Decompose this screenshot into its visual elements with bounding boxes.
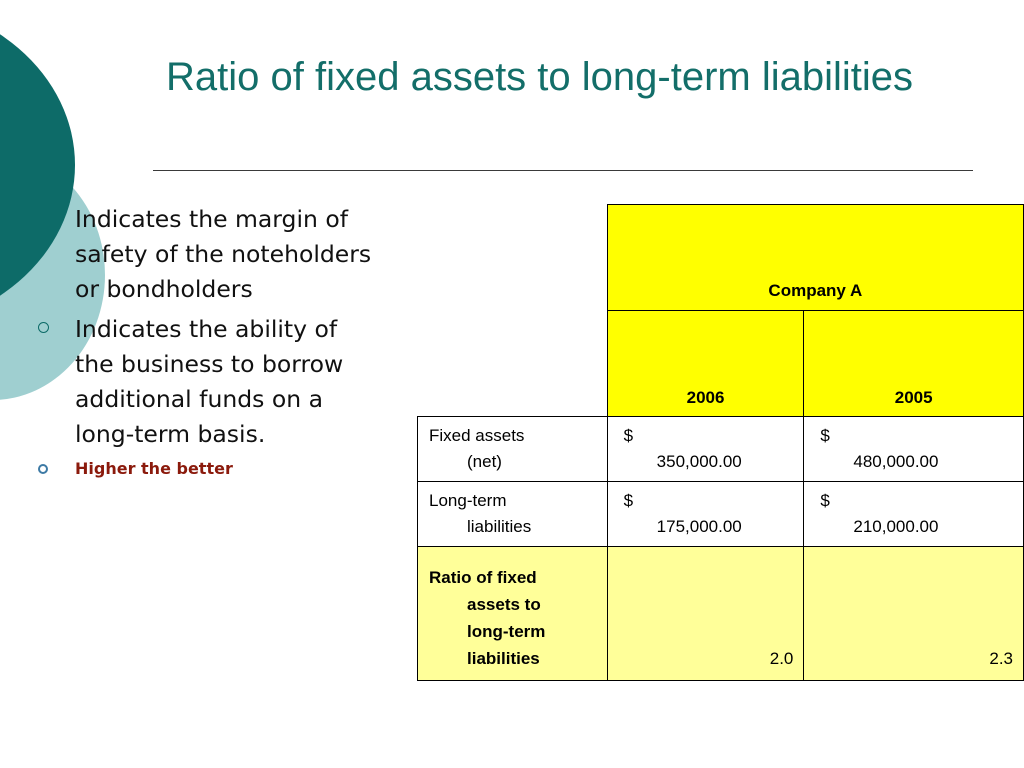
year-header-2006: 2006: [607, 311, 804, 417]
amount-value: 175,000.00: [656, 517, 742, 536]
table-years-row: [418, 311, 1024, 417]
currency-symbol: $: [820, 491, 830, 510]
title-divider: [153, 170, 973, 171]
table-row: [418, 482, 1024, 547]
ratio-label-cell: [418, 547, 608, 681]
row-label-line: (net): [467, 452, 502, 471]
ratio-label-line: assets to: [467, 595, 541, 614]
bullet-circle-icon: [38, 464, 48, 474]
table-header-row: [418, 205, 1024, 311]
table-corner-cell: [418, 311, 608, 417]
bullet-circle-icon: [38, 322, 49, 333]
row-label-line: liabilities: [467, 517, 532, 536]
ratio-label-line: liabilities: [467, 649, 540, 668]
ratio-row: [418, 547, 1024, 681]
ratio-label-line: Ratio of fixed: [429, 568, 537, 587]
ratio-value-2006: 2.0: [607, 547, 804, 681]
amount-cell-2006: [607, 482, 804, 547]
amount-value: 350,000.00: [656, 452, 742, 471]
bullet-text: Indicates the margin of safety of the noteholders or bondholders: [75, 205, 372, 303]
currency-symbol: $: [623, 426, 634, 445]
row-label-cell: [418, 482, 608, 547]
ratio-value-2005: 2.3: [804, 547, 1024, 681]
amount-cell-2006: [607, 417, 804, 482]
table-corner-cell: [418, 205, 608, 311]
currency-symbol: $: [820, 426, 830, 445]
year-header-2005: 2005: [804, 311, 1024, 417]
row-label-cell: [418, 417, 608, 482]
company-header: Company A: [607, 205, 1023, 311]
currency-symbol: $: [623, 491, 634, 510]
bullet-text: Higher the better: [75, 459, 233, 478]
bullet-text: Indicates the ability of the business to borrow additional funds on a long-term basis.: [75, 315, 344, 448]
row-label-line: Long-term: [429, 491, 507, 510]
amount-value: 210,000.00: [853, 517, 939, 536]
bullet-item-highlight: [38, 459, 383, 479]
slide-title: Ratio of fixed assets to long-term liabilities: [166, 55, 913, 99]
amount-cell-2005: [804, 417, 1024, 482]
financial-table: [417, 204, 1024, 681]
bullet-item: [38, 312, 383, 452]
row-label-line: Fixed assets: [429, 426, 525, 445]
amount-value: 480,000.00: [853, 452, 939, 471]
ratio-label-line: long-term: [467, 622, 546, 641]
table-row: [418, 417, 1024, 482]
bullet-item: [38, 202, 383, 307]
bullet-list: [38, 202, 383, 486]
amount-cell-2005: [804, 482, 1024, 547]
